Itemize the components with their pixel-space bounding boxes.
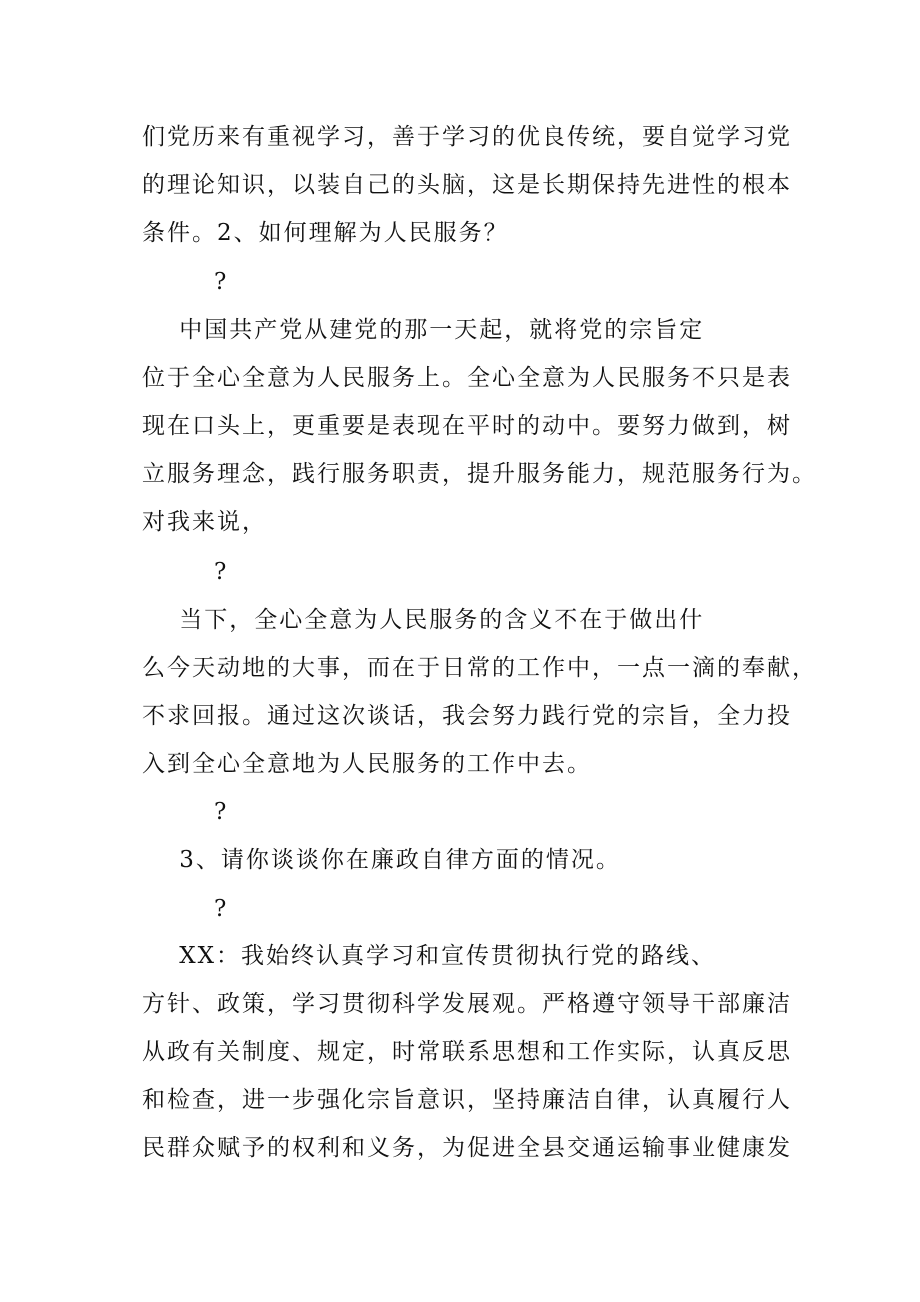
text-line: 的理论知识，以装自己的头脑，这是长期保持先进性的根本 <box>142 172 792 198</box>
paragraph-3 <box>142 596 817 788</box>
paragraph-4 <box>142 836 782 884</box>
paragraph-2 <box>142 306 817 546</box>
question-mark-separator: ? <box>214 269 227 295</box>
question-mark-separator: ? <box>214 559 227 585</box>
text-line: 们党历来有重视学习，善于学习的优良传统，要自觉学习党 <box>142 124 792 150</box>
text-line: 现在口头上，更重要是表现在平时的动中。要努力做到，树 <box>142 413 792 439</box>
paragraph-1 <box>142 113 792 257</box>
question-mark-separator: ? <box>214 799 227 825</box>
text-line: 不求回报。通过这次谈话，我会努力践行党的宗旨，全力投 <box>142 703 792 729</box>
text-line: 从政有关制度、规定，时常联系思想和工作实际，认真反思 <box>142 1039 792 1065</box>
text-line: 当下，全心全意为人民服务的含义不在于做出什 <box>142 607 705 633</box>
text-line: 入到全心全意地为人民服务的工作中去。 <box>142 751 592 777</box>
text-line: 条件。2、如何理解为人民服务？ <box>142 220 509 246</box>
text-line: 对我来说， <box>142 509 267 535</box>
text-line: 民群众赋予的权利和义务，为促进全县交通运输事业健康发 <box>142 1135 792 1161</box>
text-line: 方针、政策，学习贯彻科学发展观。严格遵守领导干部廉洁 <box>142 991 792 1017</box>
text-line: 立服务理念，践行服务职责，提升服务能力，规范服务行为。 <box>142 461 817 487</box>
text-line: 中国共产党从建党的那一天起，就将党的宗旨定 <box>142 317 705 343</box>
paragraph-5 <box>142 932 792 1172</box>
text-line: 和检查，进一步强化宗旨意识，坚持廉洁自律，认真履行人 <box>142 1087 792 1113</box>
question-mark-separator: ? <box>214 896 227 922</box>
text-line: 么今天动地的大事，而在于日常的工作中，一点一滴的奉献， <box>142 655 817 681</box>
text-line: 位于全心全意为人民服务上。全心全意为人民服务不只是表 <box>142 365 792 391</box>
question-heading: 3、请你谈谈你在廉政自律方面的情况。 <box>142 847 621 873</box>
text-line: XX：我始终认真学习和宣传贯彻执行党的路线、 <box>142 943 716 969</box>
